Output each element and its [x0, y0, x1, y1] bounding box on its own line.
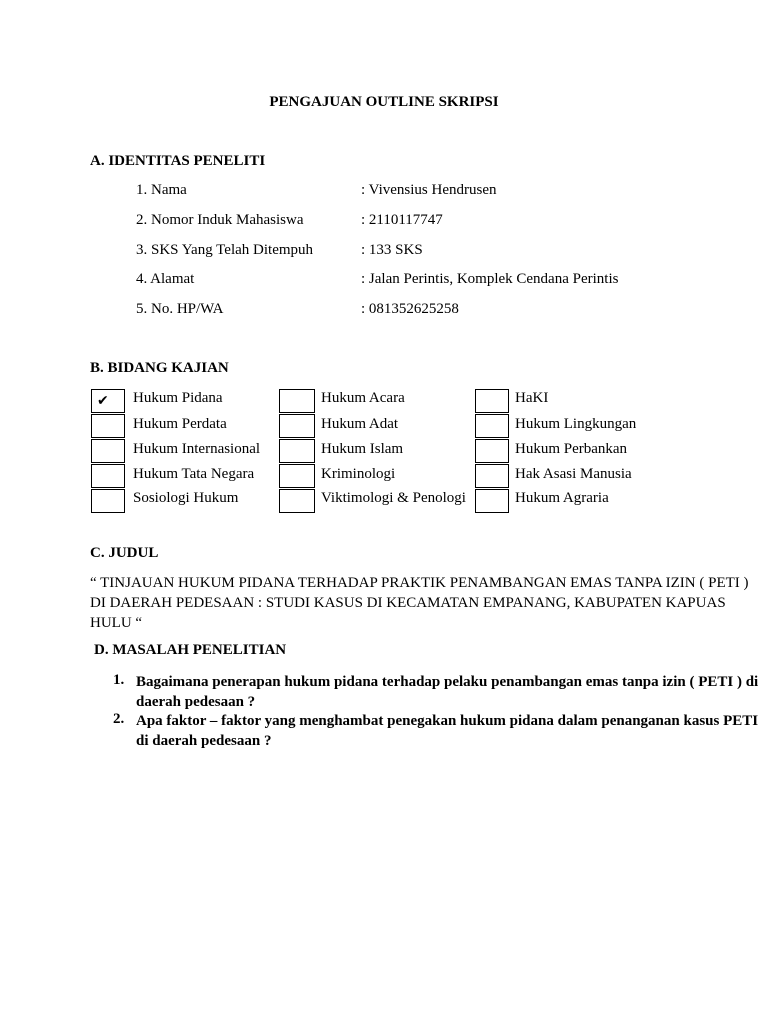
- checkbox-label-hak-asasi-manusia: Hak Asasi Manusia: [515, 466, 632, 482]
- checkbox-label-hukum-adat: Hukum Adat: [321, 416, 399, 432]
- checkbox-hak-asasi-manusia[interactable]: [475, 464, 509, 488]
- identity-value-hp: : 081352625258: [361, 301, 459, 317]
- checkbox-label-hukum-internasional: Hukum Internasional: [133, 441, 261, 457]
- checkbox-label-hukum-pidana: Hukum Pidana: [133, 390, 223, 406]
- checkbox-hukum-internasional[interactable]: [91, 439, 125, 463]
- checkbox-label-sosiologi-hukum: Sosiologi Hukum: [133, 490, 239, 506]
- section-a-heading: A. IDENTITAS PENELITI: [90, 153, 266, 169]
- identity-value-alamat: : Jalan Perintis, Komplek Cendana Perintis: [361, 271, 619, 287]
- identity-label-hp: 5. No. HP/WA: [136, 301, 224, 317]
- identity-value-nama: : Vivensius Hendrusen: [361, 182, 497, 198]
- identity-label-alamat: 4. Alamat: [136, 271, 195, 287]
- checkbox-label-hukum-agraria: Hukum Agraria: [515, 490, 609, 506]
- question-number-2: 2.: [113, 711, 125, 727]
- checkbox-hukum-pidana[interactable]: ✔: [91, 389, 125, 413]
- checkbox-label-hukum-tata-negara: Hukum Tata Negara: [133, 466, 255, 482]
- checkbox-sosiologi-hukum[interactable]: [91, 489, 125, 513]
- checkbox-hukum-acara[interactable]: [279, 389, 315, 413]
- checkbox-hukum-islam[interactable]: [279, 439, 315, 463]
- checkbox-hukum-tata-negara[interactable]: [91, 464, 125, 488]
- checkbox-kriminologi[interactable]: [279, 464, 315, 488]
- checkbox-label-hukum-acara: Hukum Acara: [321, 390, 405, 406]
- checkbox-hukum-agraria[interactable]: [475, 489, 509, 513]
- checkbox-hukum-adat[interactable]: [279, 414, 315, 438]
- checkbox-hukum-perdata[interactable]: [91, 414, 125, 438]
- section-b-heading: B. BIDANG KAJIAN: [90, 360, 229, 376]
- checkbox-label-viktimologi-penologi: Viktimologi & Penologi: [321, 490, 466, 506]
- question-text-2: Apa faktor – faktor yang menghambat penegakan hukum pidana dalam penanganan kasus PETI di daerah pedesaan ?: [136, 713, 759, 749]
- checkbox-label-kriminologi: Kriminologi: [321, 466, 396, 482]
- judul-text: “ TINJAUAN HUKUM PIDANA TERHADAP PRAKTIK PENAMBANGAN EMAS TANPA IZIN ( PETI ) DI DAERAH PEDESAAN : STUDI KASUS DI KECAMATAN EMPANANG, KABUPATEN KAPUAS HULU “: [90, 575, 749, 631]
- identity-label-nama: 1. Nama: [136, 182, 187, 198]
- question-number-1: 1.: [113, 672, 125, 688]
- checkbox-label-hukum-lingkungan: Hukum Lingkungan: [515, 416, 637, 432]
- checkbox-haki[interactable]: [475, 389, 509, 413]
- checkbox-label-hukum-islam: Hukum Islam: [321, 441, 404, 457]
- checkbox-viktimologi-penologi[interactable]: [279, 489, 315, 513]
- identity-label-nim: 2. Nomor Induk Mahasiswa: [136, 212, 304, 228]
- section-c-heading: C. JUDUL: [90, 545, 159, 561]
- checkbox-label-hukum-perbankan: Hukum Perbankan: [515, 441, 628, 457]
- identity-value-sks: : 133 SKS: [361, 242, 423, 258]
- identity-label-sks: 3. SKS Yang Telah Ditempuh: [136, 242, 314, 258]
- section-d-heading: D. MASALAH PENELITIAN: [94, 642, 287, 658]
- checkbox-hukum-lingkungan[interactable]: [475, 414, 509, 438]
- document-title: PENGAJUAN OUTLINE SKRIPSI: [269, 94, 499, 110]
- identity-value-nim: : 2110117747: [361, 212, 443, 228]
- checkbox-label-hukum-perdata: Hukum Perdata: [133, 416, 227, 432]
- question-text-1: Bagaimana penerapan hukum pidana terhadap pelaku penambangan emas tanpa izin ( PETI ) di daerah pedesaan ?: [136, 674, 759, 710]
- checkbox-hukum-perbankan[interactable]: [475, 439, 509, 463]
- checkbox-label-haki: HaKI: [515, 390, 549, 406]
